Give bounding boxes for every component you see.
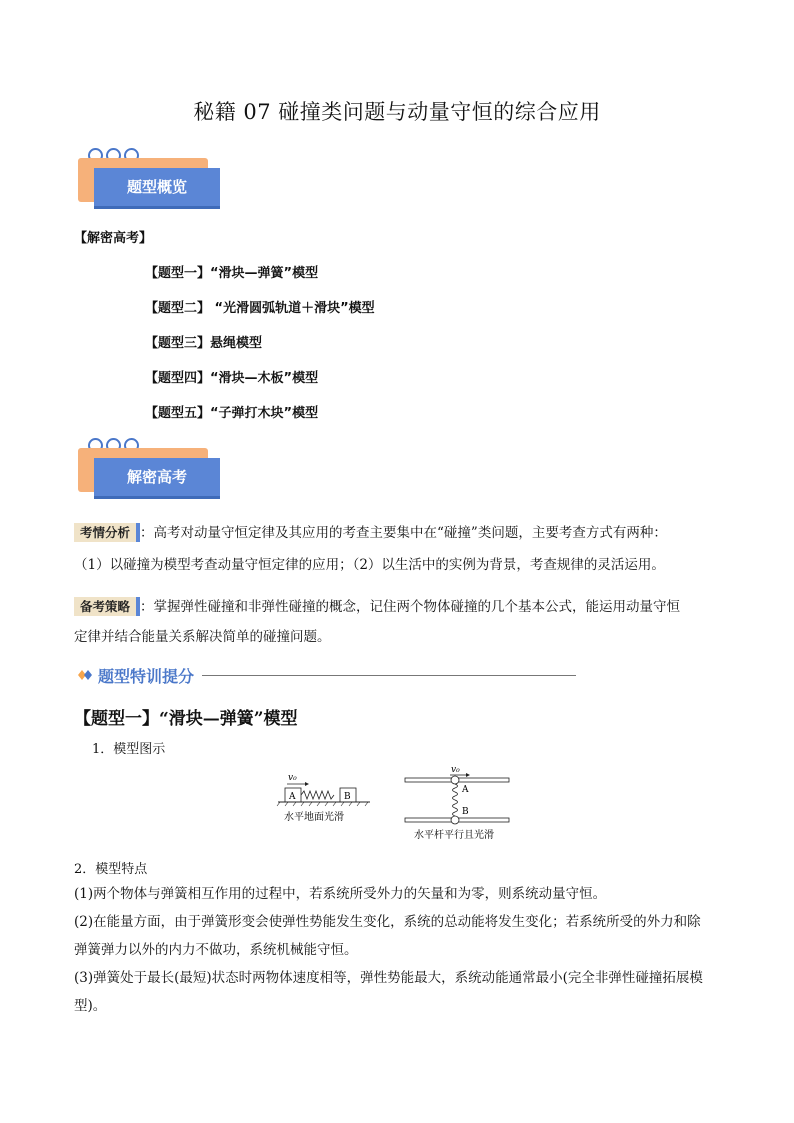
fig-right-v: v₀ <box>451 765 460 775</box>
features-list <box>74 880 764 1020</box>
fig-left-v: v₀ <box>288 773 297 783</box>
overview-item-3: 【题型三】悬绳模型 <box>145 336 263 351</box>
exam-analysis-line2: （1）以碰撞为模型考查动量守恒定律的应用；（2）以生活中的实例为背景，考查规律的灵活运用。 <box>74 557 665 573</box>
badge-exam <box>78 438 228 502</box>
feature-line: 弹簧弹力以外的内力不做功，系统机械能守恒。 <box>74 942 358 958</box>
fig-left-b: B <box>344 792 351 802</box>
strategy-line1: ：掌握弹性碰撞和非弹性碰撞的概念，记住两个物体碰撞的几个基本公式，能运用动量守恒 <box>140 599 681 615</box>
overview-label: 【解密高考】 <box>74 231 153 246</box>
section-header <box>76 664 576 687</box>
model-figure-label: 1．模型图示 <box>92 742 166 757</box>
diamond-icon <box>76 668 94 684</box>
fig-right-caption: 水平杆平行且光滑 <box>414 830 494 841</box>
exam-analysis <box>74 519 754 579</box>
page-title: 秘籍 07 碰撞类问题与动量守恒的综合应用 <box>193 100 601 124</box>
strategy <box>74 593 754 651</box>
figure-slider-spring-rods <box>400 762 520 842</box>
model-features-label: 2．模型特点 <box>74 862 148 877</box>
strategy-line2: 定律并结合能量关系解决简单的碰撞问题。 <box>74 629 331 645</box>
exam-analysis-tag: 考情分析 <box>74 523 140 542</box>
overview-item-2: 【题型二】 “光滑圆弧轨道＋滑块”模型 <box>145 301 375 316</box>
overview-item-4: 【题型四】“滑块—木板”模型 <box>145 371 319 386</box>
fig-right-b: B <box>462 807 469 817</box>
overview-item-5: 【题型五】“子弹打木块”模型 <box>145 406 319 421</box>
exam-analysis-line1: ：高考对动量守恒定律及其应用的考查主要集中在“碰撞”类问题，主要考查方式有两种： <box>140 525 667 541</box>
fig-left-a: A <box>289 792 296 802</box>
fig-left-caption: 水平地面光滑 <box>284 812 344 823</box>
strategy-tag: 备考策略 <box>74 597 140 616</box>
divider <box>202 675 576 676</box>
feature-line: (1)两个物体与弹簧相互作用的过程中，若系统所受外力的矢量和为零，则系统动量守恒。 <box>74 886 607 902</box>
badge-overview-label: 题型概览 <box>94 168 220 209</box>
feature-line: (2)在能量方面，由于弹簧形变会使弹性势能发生变化，系统的总动能将发生变化；若系统所受的外力和除 <box>74 914 701 930</box>
type1-title: 【题型一】“滑块—弹簧”模型 <box>74 709 298 729</box>
feature-line: 型)。 <box>74 998 107 1014</box>
badge-exam-label: 解密高考 <box>94 458 220 499</box>
feature-line: (3)弹簧处于最长(最短)状态时两物体速度相等，弹性势能最大，系统动能通常最小(完全非弹性碰撞拓展模 <box>74 970 703 986</box>
section-head-text: 题型特训提分 <box>98 667 195 686</box>
overview-item-1: 【题型一】“滑块—弹簧”模型 <box>145 266 319 281</box>
figure-slider-spring-ground <box>270 764 380 838</box>
fig-right-a: A <box>462 785 469 795</box>
badge-overview <box>78 148 228 212</box>
